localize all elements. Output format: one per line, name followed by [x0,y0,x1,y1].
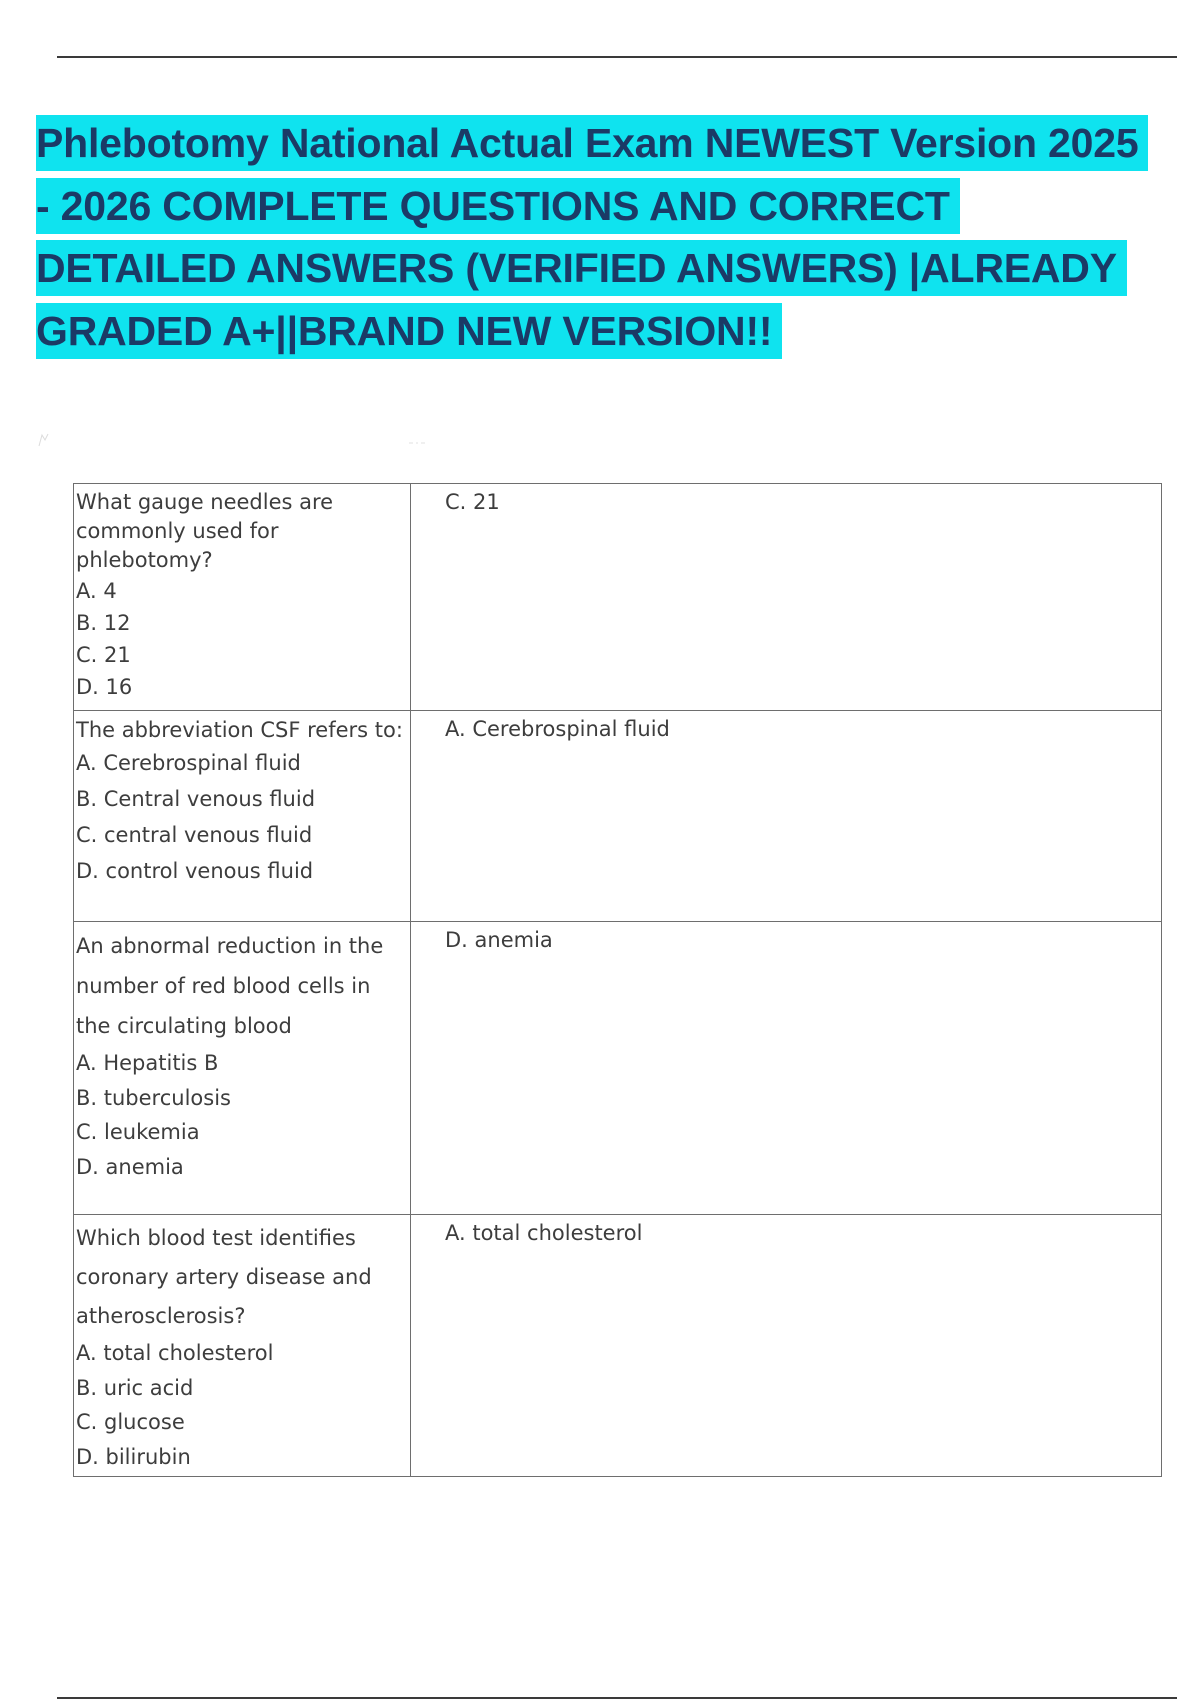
question-cell [74,484,411,711]
option-b: B. tuberculosis [76,1085,231,1110]
question-text: An abnormal reduction in the number of red blood cells in the circulating blood [76,934,384,1038]
document-title [36,112,1146,362]
option-a: A. Hepatitis B [76,1051,219,1075]
qa-table [73,483,1162,1477]
option-c: C. leukemia [76,1120,200,1144]
scan-artifact-icon [408,440,426,446]
table-row [74,922,1162,1215]
answer-cell [411,922,1162,1215]
option-c: C. central venous fluid [76,823,313,847]
option-c: C. glucose [76,1410,185,1434]
table-row [74,1215,1162,1477]
answer-text: D. anemia [445,928,553,952]
option-a: A. total cholesterol [76,1341,274,1365]
question-text: Which blood test identifies coronary artery disease and atherosclerosis? [76,1226,372,1328]
option-c: C. 21 [76,643,131,667]
option-d: D. anemia [76,1154,184,1179]
question-text: What gauge needles are commonly used for phlebotomy? [76,490,334,572]
answer-cell [411,1215,1162,1477]
answer-text: C. 21 [445,490,500,514]
option-a: A. Cerebrospinal fluid [76,751,301,775]
answer-cell [411,484,1162,711]
option-b: B. 12 [76,611,131,635]
answer-text: A. total cholesterol [445,1221,643,1245]
option-a: A. 4 [76,579,117,603]
option-b: B. uric acid [76,1375,194,1400]
top-divider [57,56,1177,58]
question-cell [74,922,411,1215]
table-row [74,711,1162,922]
option-d: D. bilirubin [76,1444,191,1469]
option-b: B. Central venous fluid [76,787,316,811]
question-text: The abbreviation CSF refers to: [76,718,403,742]
title-highlight: Phlebotomy National Actual Exam NEWEST Version 2025 - 2026 COMPLETE QUESTIONS AND CORRECT DETAILED ANSWERS (VERIFIED ANSWERS) |ALREADY GRADED A+||BRAND NEW VERSION!! [36,115,1148,359]
scan-artifact-icon [36,432,50,448]
answer-cell [411,711,1162,922]
option-d: D. 16 [76,675,133,699]
option-d: D. control venous fluid [76,859,314,883]
question-cell [74,711,411,922]
question-cell [74,1215,411,1477]
table-row [74,484,1162,711]
answer-text: A. Cerebrospinal fluid [445,717,670,741]
bottom-divider [57,1697,1177,1699]
